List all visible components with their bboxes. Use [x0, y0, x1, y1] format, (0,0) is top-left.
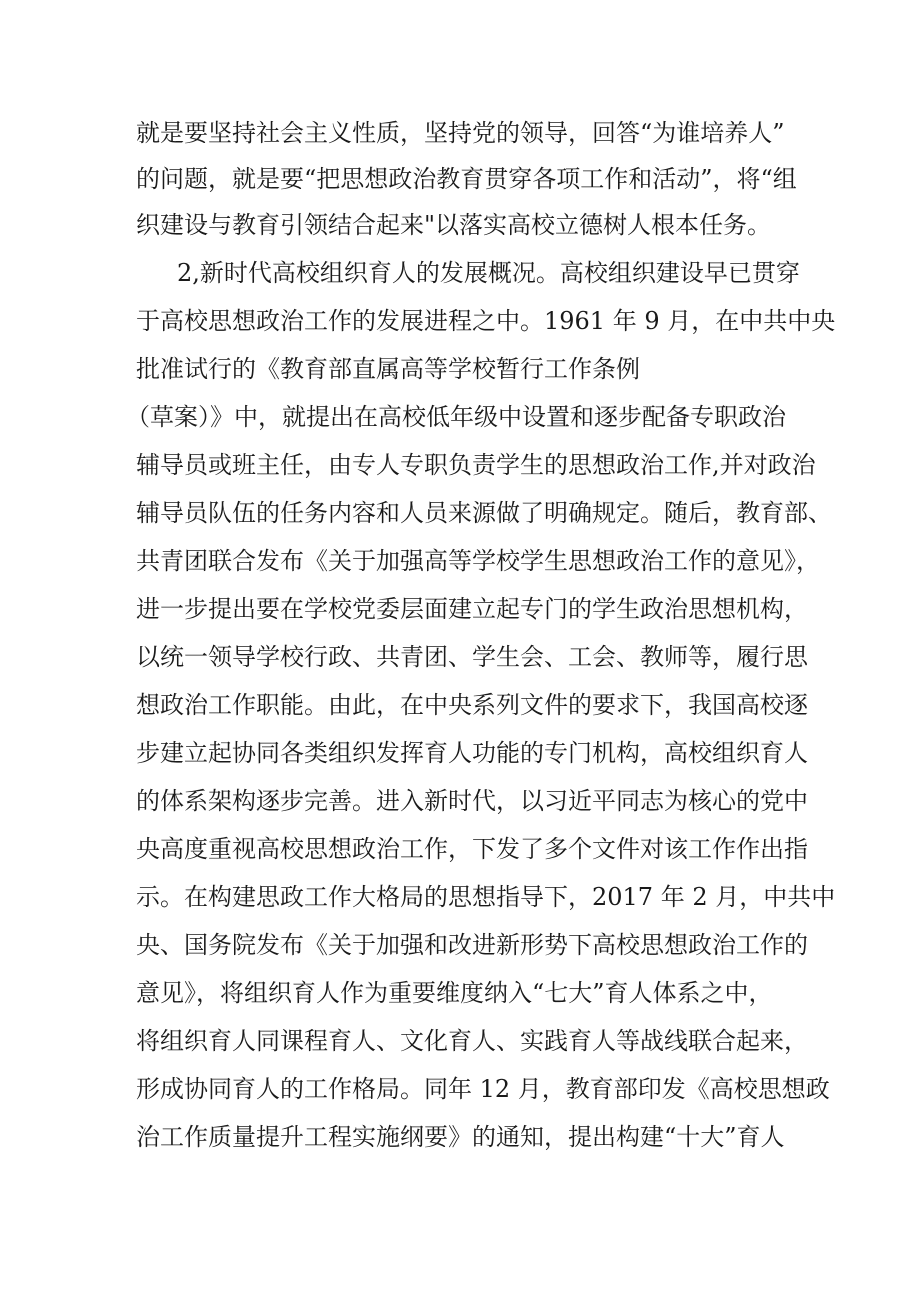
text-line: 的问题，就是要“把思想政治教育贯穿各项工作和活动”，将“组 — [136, 165, 797, 193]
text-line: 辅导员队伍的任务内容和人员来源做了明确规定。随后，教育部、 — [136, 499, 832, 527]
text-line: 批准试行的《教育部直属高等学校暂行工作条例 — [136, 355, 640, 383]
text-line: 央、国务院发布《关于加强和改进新形势下高校思想政治工作的 — [136, 931, 808, 959]
text-line: 2,新时代高校组织育人的发展概况。高校组织建设早已贯穿 — [177, 259, 800, 287]
text-line: 治工作质量提升工程实施纲要》的通知，提出构建“十大”育人 — [136, 1123, 785, 1151]
text-line: 辅导员或班主任，由专人专职负责学生的思想政治工作,并对政治 — [136, 451, 816, 479]
text-line: 形成协同育人的工作格局。同年 12 月，教育部印发《高校思想政 — [136, 1075, 830, 1103]
text-line: 意见》，将组织育人作为重要维度纳入“七大”育人体系之中， — [136, 979, 773, 1007]
text-line: 央高度重视高校思想政治工作，下发了多个文件对该工作作出指 — [136, 835, 808, 863]
text-line: 示。在构建思政工作大格局的思想指导下，2017 年 2 月，中共中 — [136, 883, 836, 911]
text-line: 共青团联合发布《关于加强高等学校学生思想政治工作的意见》， — [136, 547, 820, 575]
text-line: 以统一领导学校行政、共青团、学生会、工会、教师等，履行思 — [136, 643, 808, 671]
text-line: 的体系架构逐步完善。进入新时代，以习近平同志为核心的党中 — [136, 787, 808, 815]
text-line: 织建设与教育引领结合起来"以落实高校立德树人根本任务。 — [136, 211, 772, 239]
text-line: 想政治工作职能。由此，在中央系列文件的要求下，我国高校逐 — [136, 691, 808, 719]
text-line: 就是要坚持社会主义性质，坚持党的领导，回答“为谁培养人” — [136, 119, 785, 147]
text-line: 进一步提出要在学校党委层面建立起专门的学生政治思想机构， — [136, 595, 808, 623]
text-line: 步建立起协同各类组织发挥育人功能的专门机构，高校组织育人 — [136, 739, 808, 767]
text-line: （草案）》中，就提出在高校低年级中设置和逐步配备专职政治 — [126, 403, 786, 431]
text-line: 于高校思想政治工作的发展进程之中。1961 年 9 月，在中共中央 — [136, 307, 836, 335]
text-line: 将组织育人同课程育人、文化育人、实践育人等战线联合起来， — [136, 1027, 808, 1055]
